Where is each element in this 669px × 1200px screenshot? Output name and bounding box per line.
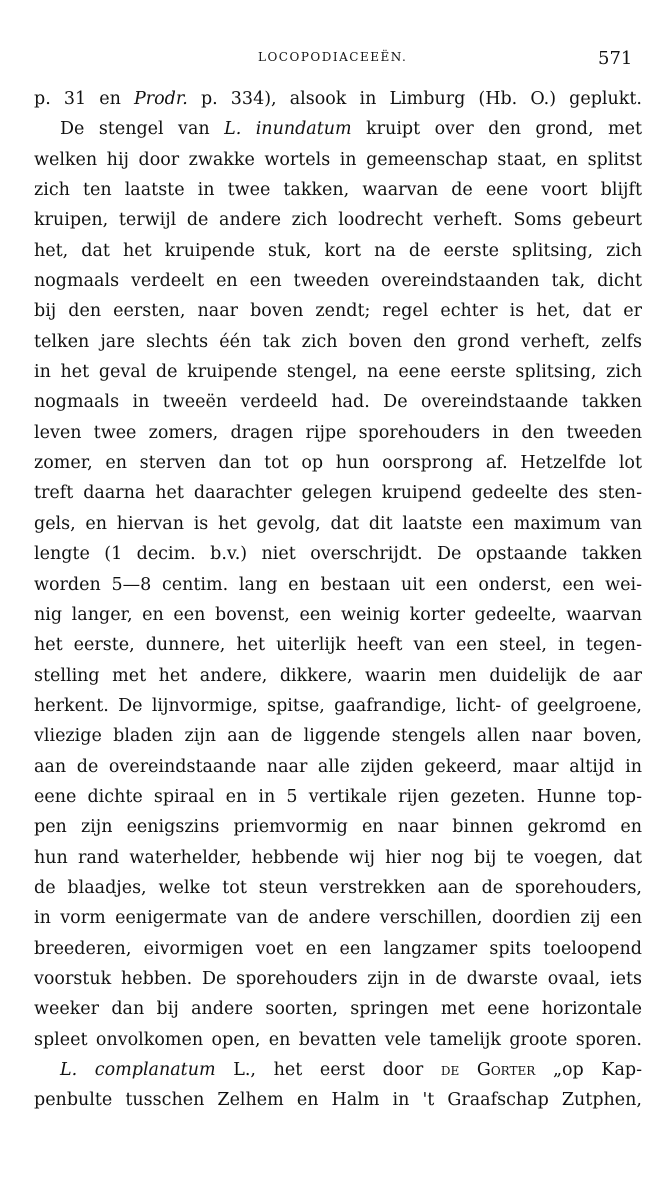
text-line: zomer, en sterven dan tot op hun oorsprong af. Hetzelfde lot — [34, 453, 642, 474]
text-line: telken jare slechts één tak zich boven den grond verheft, zelfs — [34, 331, 642, 352]
text-line: worden 5—8 centim. lang en bestaan uit een onderst, een wei- — [34, 574, 642, 595]
text-line: lengte (1 decim. b.v.) niet overschrijdt. De opstaande takken — [34, 544, 642, 565]
text-line: zich ten laatste in twee takken, waarvan de eene voort blijft — [34, 180, 642, 201]
running-title: LOCOPODIACEEËN. — [258, 50, 408, 64]
text-line: in vorm eenigermate van de andere verschillen, doordien zij een — [34, 908, 642, 929]
text-line: vliezige bladen zijn aan de liggende stengels allen naar boven, — [34, 726, 642, 747]
text-line: bij den eersten, naar boven zendt; regel echter is het, dat er — [34, 301, 642, 322]
text-line: De stengel van L. inundatum kruipt over den grond, met — [60, 119, 642, 140]
text-line: herkent. De lijnvormige, spitse, gaafrandige, licht- of geelgroene, — [34, 695, 642, 716]
text-line: gels, en hiervan is het gevolg, dat dit laatste een maximum van — [34, 513, 642, 534]
page-number: 571 — [598, 48, 633, 69]
text-line: weeker dan bij andere soorten, springen met eene horizontale — [34, 999, 642, 1020]
text-line: voorstuk hebben. De sporehouders zijn in de dwarste ovaal, iets — [34, 968, 642, 989]
page-header — [0, 48, 669, 72]
text-line: het eerste, dunnere, het uiterlijk heeft van een steel, in tegen- — [34, 635, 642, 656]
text-line: penbulte tusschen Zelhem en Halm in 't Graafschap Zutphen, — [34, 1090, 642, 1111]
text-line: treft daarna het daarachter gelegen kruipend gedeelte des sten- — [34, 483, 642, 504]
text-line: hun rand waterhelder, hebbende wij hier nog bij te voegen, dat — [34, 847, 642, 868]
text-line: aan de overeindstaande naar alle zijden gekeerd, maar altijd in — [34, 756, 642, 777]
text-line: nig langer, en een bovenst, een weinig korter gedeelte, waarvan — [34, 604, 642, 625]
text-line: pen zijn eenigszins priemvormig en naar binnen gekromd en — [34, 817, 642, 838]
text-line: welken hij door zwakke wortels in gemeenschap staat, en splitst — [34, 149, 642, 170]
text-line: nogmaals verdeelt en een tweeden overeindstaanden tak, dicht — [34, 271, 642, 292]
text-line: stelling met het andere, dikkere, waarin men duidelijk de aar — [34, 665, 642, 686]
text-line: nogmaals in tweeën verdeeld had. De overeindstaande takken — [34, 392, 642, 413]
text-line: L. complanatum L., het eerst door de Gorter „op Kap- — [60, 1060, 642, 1080]
body-text — [34, 84, 642, 1116]
text-line: de blaadjes, welke tot steun verstrekken aan de sporehouders, — [34, 877, 642, 898]
text-line: eene dichte spiraal en in 5 vertikale rijen gezeten. Hunne top- — [34, 786, 642, 807]
text-line: leven twee zomers, dragen rijpe sporehouders in den tweeden — [34, 422, 642, 443]
text-line: p. 31 en Prodr. p. 334), alsook in Limburg (Hb. O.) geplukt. — [34, 89, 642, 109]
text-line: het, dat het kruipende stuk, kort na de eerste splitsing, zich — [34, 240, 642, 261]
text-line: spleet onvolkomen open, en bevatten vele tamelijk groote sporen. — [34, 1029, 642, 1050]
text-line: in het geval de kruipende stengel, na eene eerste splitsing, zich — [34, 362, 642, 383]
text-line: kruipen, terwijl de andere zich loodrecht verheft. Soms gebeurt — [34, 210, 642, 231]
text-line: breederen, eivormigen voet en een langzamer spits toeloopend — [34, 938, 642, 959]
